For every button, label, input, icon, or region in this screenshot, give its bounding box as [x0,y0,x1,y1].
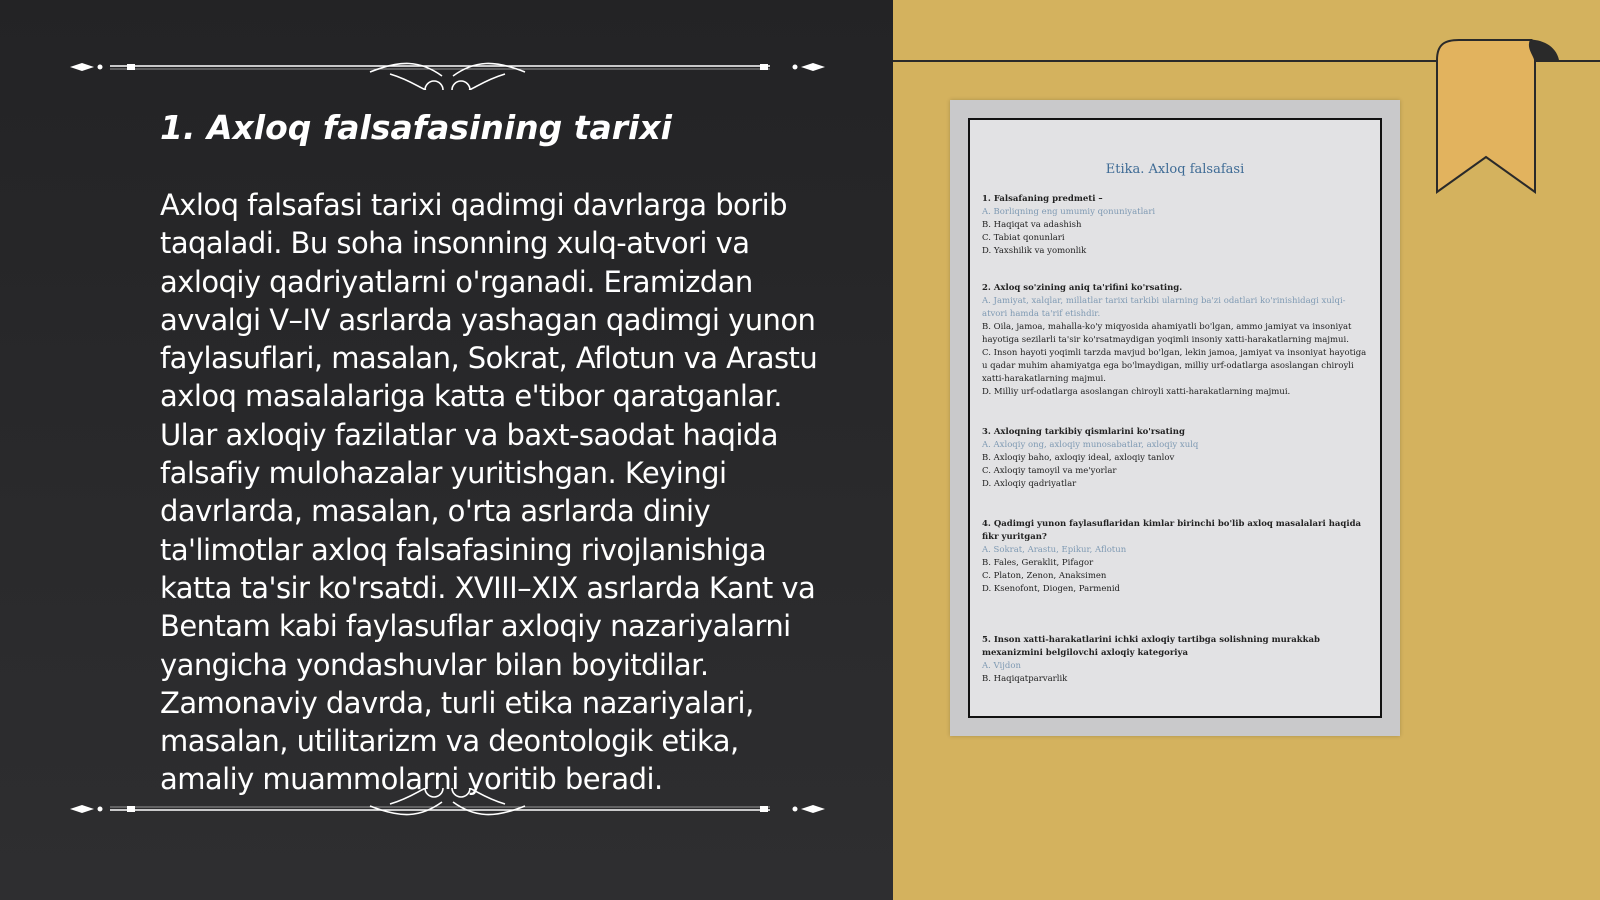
document-image [950,100,1400,736]
slide-body-text: Axloq falsafasi tarixi qadimgi davrlarga borib taqaladi. Bu soha insonning xulq-atvori va axloqiy qadriyatlarni o'rganadi. Eramizdan avvalgi V–IV asrlarda yashagan qadimgi yunon faylasuflari, masalan, Sokrat, Aflotun va Arastu axloq masalalariga katta e'tibor qaratganlar. Ular axloqiy fazilatlar va baxt-saodat haqida falsafiy mulohazalar yuritishgan. Keyingi davrlarda, masalan, o'rta asrlarda diniy ta'limotlar axloq falsafasining rivojlanishiga katta ta'sir ko'rsatdi. XVIII–XIX asrlarda Kant va Bentam kabi faylasuflar axloqiy nazariyalarni yangicha yondashuvlar bilan boyitdilar. Zamonaviy davrda, turli etika nazariyalari, masalan, utilitarizm va deontologik etika, amaliy muammolarni yoritib beradi. [160,188,818,797]
quiz-question [982,634,1370,686]
question-text: 2. Axloq so'zining aniq ta'rifini ko'rsating. [982,283,1183,293]
document-title: Etika. Axloq falsafasi [1105,162,1245,177]
answer-option: A. Axloqiy ong, axloqiy munosabatlar, axloqiy xulq [982,440,1199,450]
question-text: 5. Inson xatti-harakatlarini ichki axloqiy tartibga solishning murakkab mexanizmini belgilovchi axloqiy kategoriya [982,635,1320,658]
quiz-question [982,193,1370,258]
question-text: 1. Falsafaning predmeti – [982,194,1103,204]
quiz-question [982,518,1370,596]
question-text: 3. Axloqning tarkibiy qismlarini ko'rsating [982,427,1185,437]
answer-option: A. Vijdon [982,661,1021,671]
answer-option: D. Axloqiy qadriyatlar [982,479,1077,489]
quiz-question [982,426,1370,491]
bookmark-ribbon-icon [1435,36,1561,201]
document-page [968,118,1382,718]
answer-option: A. Jamiyat, xalqlar, millatlar tarixi tarkibi ularning ba'zi odatlari ko'rinishidagi xulqi-atvori hamda ta'rif etishdir. [982,296,1346,319]
answer-option: B. Axloqiy baho, axloqiy ideal, axloqiy tanlov [982,453,1175,463]
slide-title: 1. Axloq falsafasining tarixi [160,108,672,147]
answer-option: C. Axloqiy tamoyil va me'yorlar [982,466,1117,476]
answer-option: A. Borliqning eng umumiy qonuniyatlari [982,207,1156,217]
answer-option: B. Haqiqatparvarlik [982,674,1068,684]
quiz-question [982,282,1370,399]
answer-option: B. Oila, jamoa, mahalla-ko'y miqyosida ahamiyatli bo'lgan, ammo jamiyat va insoniyat hayotiga sezilarli ta'sir ko'rsatmaydigan yoqimli insoniy xatti-harakatlarning majmui. [982,322,1352,345]
answer-option: C. Platon, Zenon, Anaksimen [982,571,1107,581]
answer-option: D. Milliy urf-odatlarga asoslangan chiroyli xatti-harakatlarning majmui. [982,387,1291,397]
answer-option: B. Haqiqat va adashish [982,220,1082,230]
ornamental-divider-top-icon [70,50,825,90]
question-text: 4. Qadimgi yunon faylasuflaridan kimlar birinchi bo'lib axloq masalalari haqida fikr yuritgan? [982,519,1362,542]
answer-option: B. Fales, Geraklit, Pifagor [982,558,1094,568]
answer-option: A. Sokrat, Arastu, Epikur, Aflotun [982,545,1127,555]
answer-option: D. Ksenofont, Diogen, Parmenid [982,584,1121,594]
answer-option: C. Tabiat qonunlari [982,233,1065,243]
answer-option: C. Inson hayoti yoqimli tarzda mavjud bo'lgan, lekin jamoa, jamiyat va insoniyat hayotiga u qadar muhim ahamiyatga ega bo'lmaydigan, milliy urf-odatlarga asoslangan chiroyli xatti-harakatlarning majmui. [982,348,1367,384]
answer-option: D. Yaxshilik va yomonlik [982,246,1087,256]
